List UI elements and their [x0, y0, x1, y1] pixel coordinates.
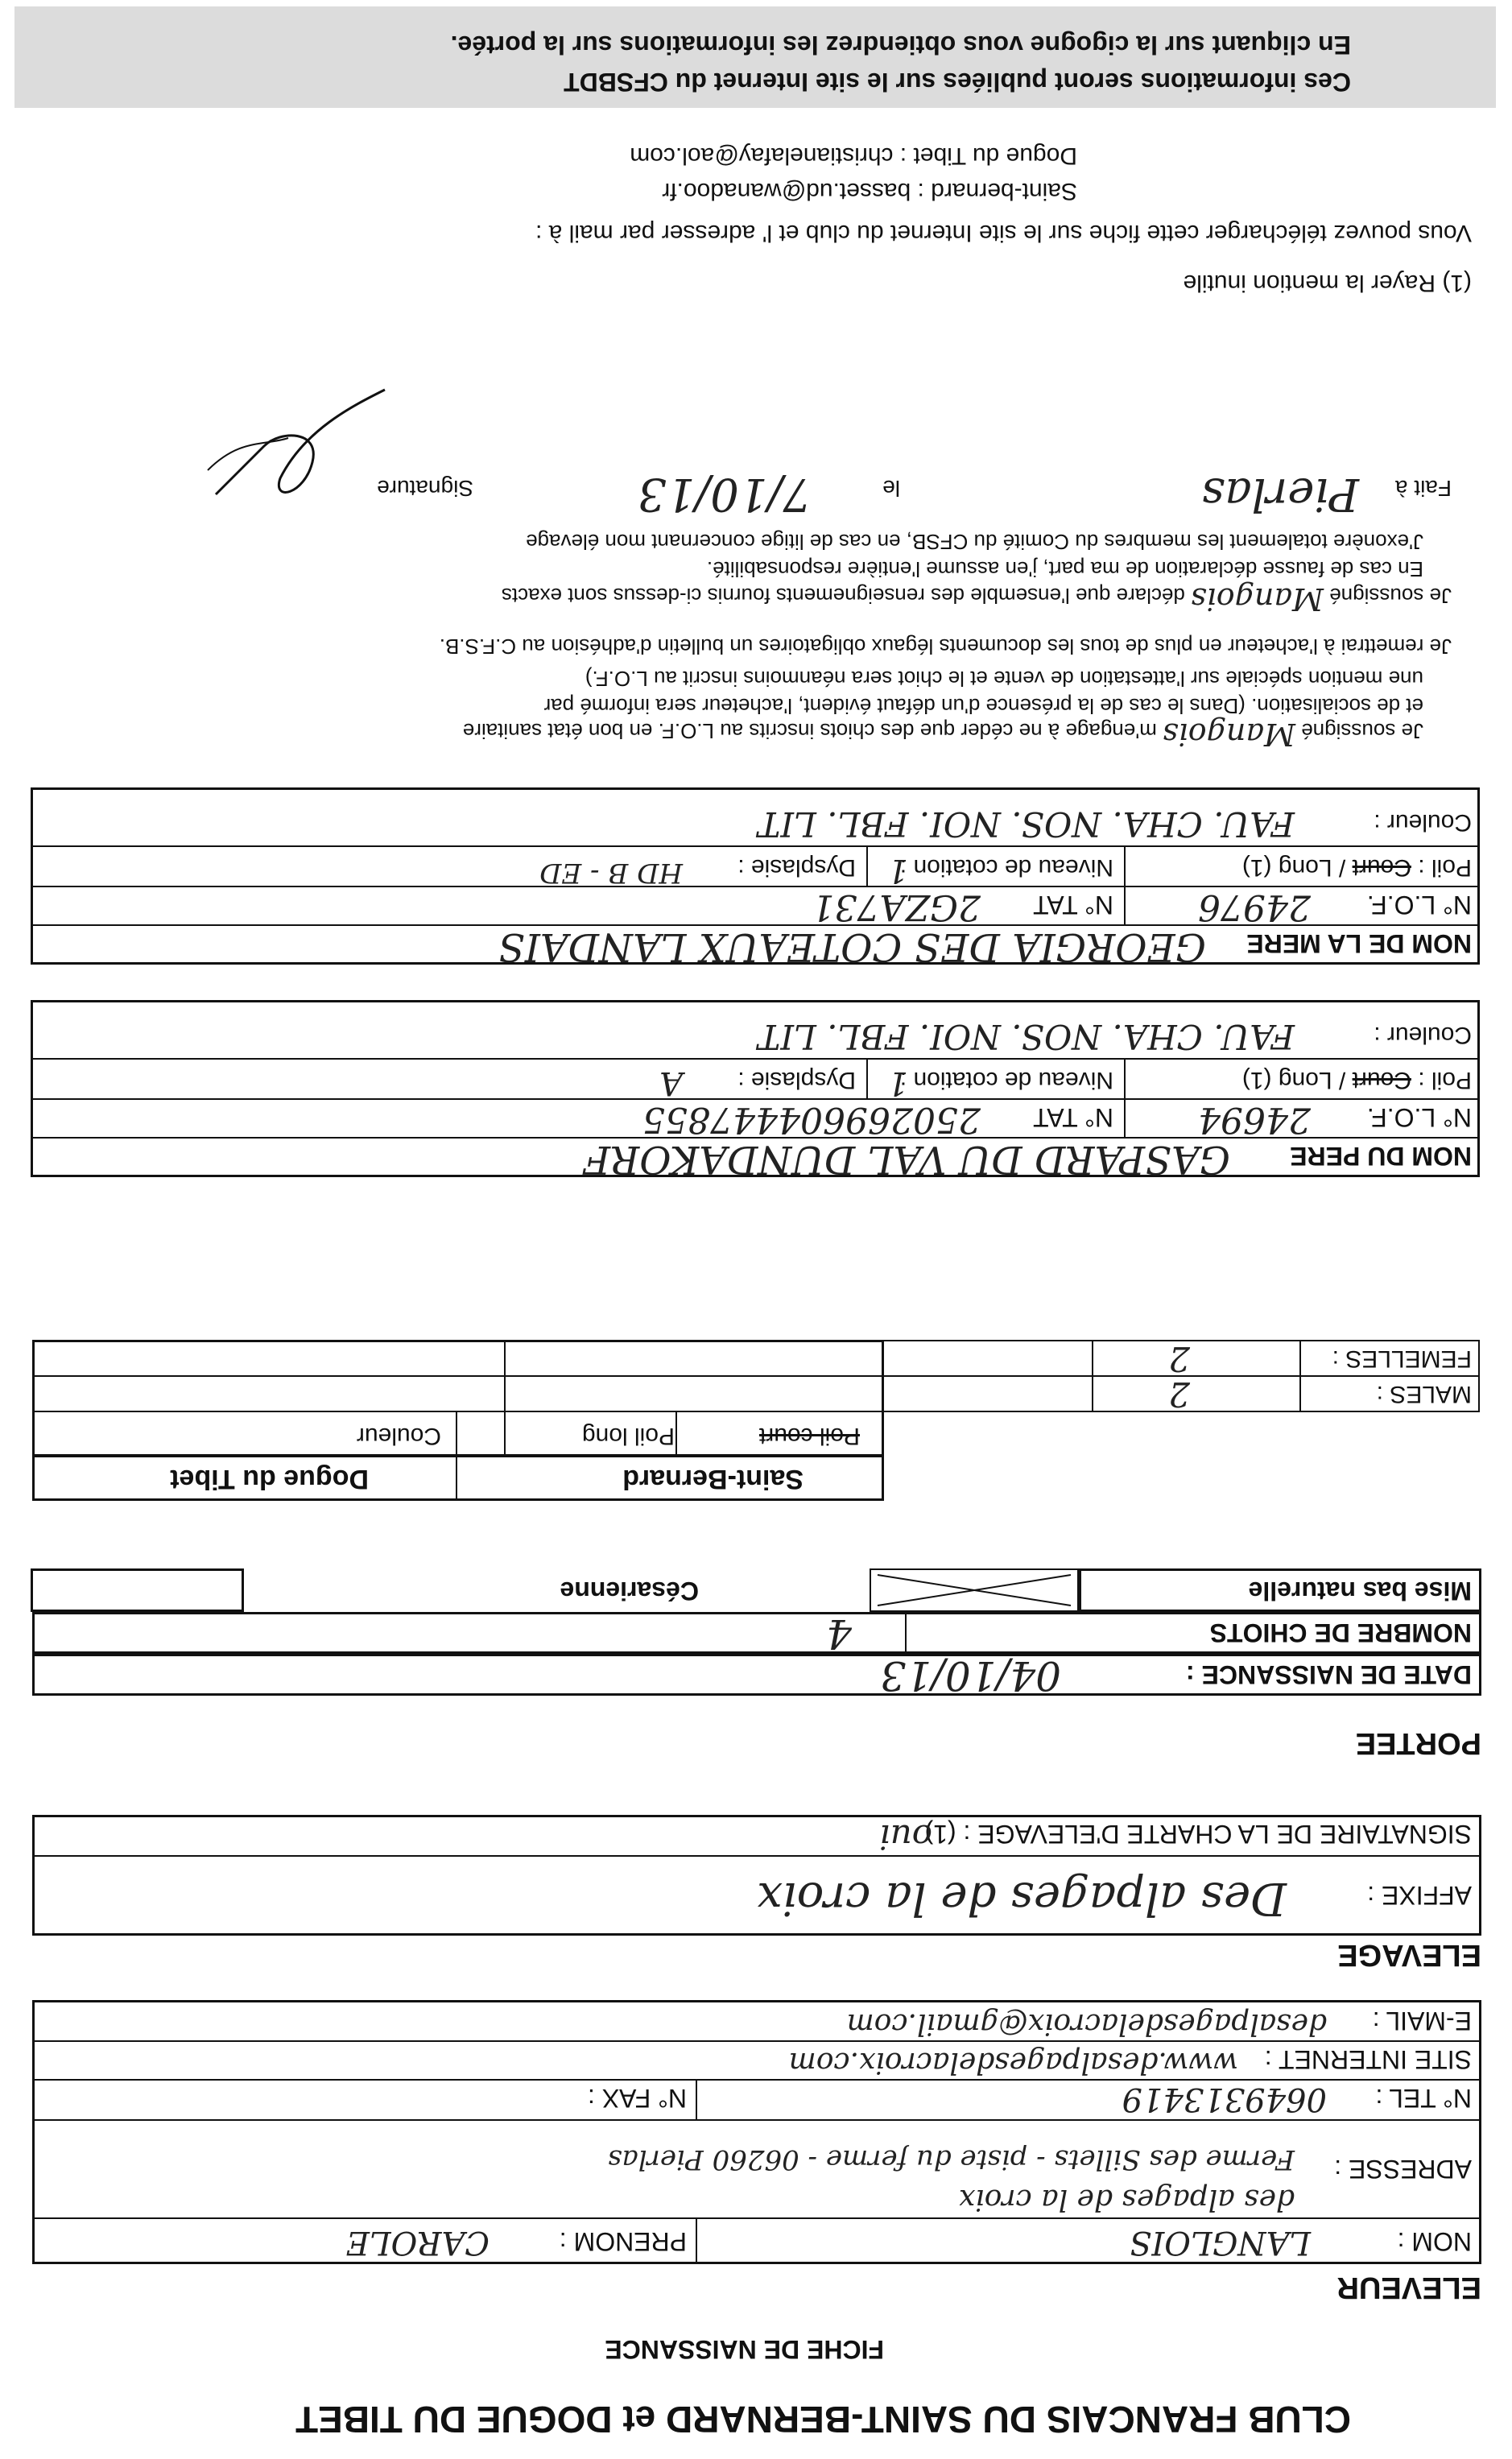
pere-cotation-label: Niveau de cotation : [899, 1067, 1113, 1093]
pere-cotation-value[interactable]: 1 [887, 1064, 908, 1101]
form-title: FICHE DE NAISSANCE [605, 2335, 884, 2364]
pere-tat-label: N° TAT [1033, 1103, 1113, 1132]
pere-lof-label: N° L.O.F. [1366, 1103, 1472, 1132]
mere-poil-suffix: / Long (1) [1241, 854, 1346, 881]
footer-note: (1) Rayer la mention inutile [1183, 270, 1472, 296]
club-title: CLUB FRANCAIS DU SAINT-BERNARD et DOGUE DU TIBET [295, 2399, 1351, 2440]
site-label: SITE INTERNET : [1264, 2045, 1472, 2074]
mere-poil-court: Court [1352, 854, 1411, 881]
mere-poil-label [1242, 853, 1472, 881]
cesarienne-label: Césarienne [560, 1577, 699, 1606]
footer-banner-line1: Ces informations seront publiées sur le site Internet du CFSBDT [564, 68, 1351, 97]
adresse-label: ADRESSE : [1334, 2155, 1472, 2184]
eleveur-prenom-divider [696, 2217, 697, 2264]
adresse-line1[interactable]: des alpages de la croix [958, 2183, 1295, 2216]
femelles-label: FEMELLES : [1332, 1345, 1472, 1372]
nom-value[interactable]: LANGLOIS [1130, 2224, 1311, 2261]
footer-banner-line2[interactable]: En cliquant sur la cigogne vous obtiendrez les informations sur la portée. [450, 31, 1351, 60]
tel-value[interactable]: 0649313419 [1122, 2081, 1327, 2118]
engagement-prefix2: Je soussigné [1329, 584, 1452, 608]
males-value[interactable]: 2 [1168, 1374, 1190, 1414]
males-label-divider [1299, 1340, 1301, 1412]
engagement-line3: une mention spéciale sur l'attestation de vente et le chiot sera néanmoins inscrit au L.O.F.) [585, 667, 1423, 691]
engagement-line1 [463, 717, 1423, 752]
affixe-value[interactable]: Des alpages de la croix [757, 1872, 1287, 1924]
engagement-text1: m'engage à ne céder que des chiots inscrits au L.O.F. en bon état sanitaire [462, 719, 1157, 743]
cesarienne-checkbox[interactable] [31, 1568, 244, 1612]
poil-long-label: Poil long [581, 1423, 675, 1449]
engagement-name1[interactable]: Mangois [1163, 717, 1295, 752]
dogue-label: Dogue du Tibet [170, 1464, 369, 1494]
mere-dysplasie-label: Dysplasie : [737, 854, 856, 881]
mise-bas-label: Mise bas naturelle [1248, 1577, 1472, 1606]
couleur-header-label: Couleur [356, 1423, 441, 1449]
engagement-name2[interactable]: Mangois [1191, 581, 1324, 617]
engagement-line5 [502, 581, 1452, 617]
nombre-value[interactable]: 4 [826, 1610, 852, 1657]
saint-bernard-label: Saint-Bernard [622, 1464, 804, 1494]
nom-label: NOM : [1397, 2227, 1472, 2256]
mere-cotation-label: Niveau de cotation : [899, 854, 1113, 881]
footer-download: Vous pouvez télécharger cette fiche sur le site Internet du club et l' adresser par mail à : [535, 220, 1472, 246]
males-label: MALES : [1376, 1381, 1472, 1407]
femelles-row [32, 1340, 1480, 1377]
pere-dysplasie-label: Dysplasie : [737, 1067, 856, 1093]
pere-dys-divider [866, 1058, 868, 1100]
pere-poil-suffix: / Long (1) [1241, 1067, 1346, 1093]
pere-tat-value[interactable]: 250269604447855 [642, 1099, 981, 1140]
date-label: DATE DE NAISSANCE : [1186, 1660, 1472, 1689]
prenom-value[interactable]: CAROLE [345, 2224, 490, 2261]
mere-lof-label: N° L.O.F. [1366, 891, 1472, 920]
pere-name[interactable]: GASPARD DU VAL DUNDAKORF [583, 1137, 1230, 1182]
adresse-line2[interactable]: Ferme des Sillets - piste du ferme - 06260 Pierlas [608, 2143, 1295, 2176]
engagement-line4: Je remettrai à l'acheteur en plus de tous les documents légaux obligatoires un bulletin d'adhésion au C.F.S.B. [439, 634, 1452, 659]
pere-poil-label [1242, 1066, 1472, 1093]
eleveur-fax-divider [696, 2079, 697, 2121]
tel-label: N° TEL : [1375, 2084, 1472, 2113]
mise-bas-checkbox[interactable] [870, 1568, 1079, 1612]
femelles-value[interactable]: 2 [1168, 1339, 1190, 1378]
email-value[interactable]: desalpagesdelacroix@gmail.com [846, 2007, 1327, 2040]
mere-label: NOM DE LA MERE [1246, 929, 1472, 958]
pere-couleur-value[interactable]: FAU. CHA. NOS. NOI. FBL. LIT [758, 1017, 1295, 1056]
mere-cotation-value[interactable]: 1 [887, 852, 908, 889]
footer-contact-sb[interactable]: Saint-bernard : basset.ud@wanadoo.fr [662, 178, 1077, 205]
section-portee: PORTEE [1355, 1726, 1481, 1760]
sb-couleur-divider [675, 1411, 677, 1456]
mere-lof-value[interactable]: 24976 [1198, 886, 1311, 928]
fait-label: Fait à [1394, 476, 1452, 501]
pere-poil-prefix: Poil : [1418, 1067, 1472, 1093]
pere-dysplasie-value[interactable]: A [659, 1064, 683, 1101]
mere-dysplasie-value[interactable]: HD B - ED [539, 857, 683, 889]
charte-label: SIGNATAIRE DE LA CHARTE D'ELEVAGE : (1) [924, 1820, 1472, 1849]
breed-sub-row [32, 1411, 884, 1456]
value-divider [1092, 1340, 1093, 1412]
mere-dys-divider [866, 845, 868, 887]
engagement-line7: J'exonère totalement les membres du Comité du CFSB, en cas de litige concernant mon élevage [526, 530, 1423, 554]
charte-value[interactable]: oui [879, 1817, 932, 1857]
signature-label: Signature [377, 476, 473, 501]
engagement-line6: En cas de fausse déclaration de ma part, j'en assume l'entière responsabilité. [706, 557, 1423, 581]
pere-lof-value[interactable]: 24694 [1198, 1099, 1311, 1140]
le-label: le [882, 476, 900, 501]
prenom-label: PRENOM : [559, 2227, 687, 2256]
mere-couleur-label: Couleur : [1374, 809, 1472, 836]
le-value[interactable]: 7/10/13 [638, 468, 812, 520]
pere-poil-court: Court [1352, 1067, 1411, 1093]
signature-scribble [192, 366, 401, 527]
fait-value[interactable]: Pierlas [1201, 468, 1359, 520]
males-row [32, 1375, 1480, 1412]
mere-tat-value[interactable]: 2GZA731 [812, 886, 981, 928]
nombre-label: NOMBRE DE CHIOTS [1209, 1618, 1472, 1647]
site-value[interactable]: www.desalpagesdelacroix.com [788, 2046, 1238, 2079]
affixe-label: AFFIXE : [1367, 1881, 1472, 1910]
cross-mark-icon [871, 1570, 1077, 1610]
fax-label: N° FAX : [587, 2084, 687, 2113]
engagement-text2: déclare que l'ensemble des renseignements fournis ci-dessus sont exacts [501, 584, 1185, 608]
date-value[interactable]: 04/10/13 [880, 1652, 1061, 1699]
pere-couleur-label: Couleur : [1374, 1022, 1472, 1048]
section-eleveur: ELEVEUR [1336, 2271, 1481, 2304]
engagement-prefix1: Je soussigné [1301, 719, 1423, 743]
mere-tat-label: N° TAT [1033, 891, 1113, 920]
poil-court-label: Poil court [758, 1423, 860, 1449]
engagement-line2: et de socialisation. (Dans le cas de la présence d'un défaut évident, l'acheteur sera informé par [543, 694, 1423, 718]
mere-name[interactable]: GEORGIA DES COTEAUX LANDAIS [498, 924, 1206, 969]
section-elevage: ELEVAGE [1337, 1938, 1481, 1972]
footer-contact-dt[interactable]: Dogue du Tibet : christianelafay@aol.com [630, 143, 1077, 169]
mere-couleur-value[interactable]: FAU. CHA. NOS. NOI. FBL. LIT [758, 804, 1295, 844]
mere-poil-prefix: Poil : [1418, 854, 1472, 881]
pere-label: NOM DU PERE [1290, 1142, 1472, 1171]
nombre-divider [905, 1612, 907, 1654]
email-label: E-MAIL : [1372, 2006, 1472, 2035]
